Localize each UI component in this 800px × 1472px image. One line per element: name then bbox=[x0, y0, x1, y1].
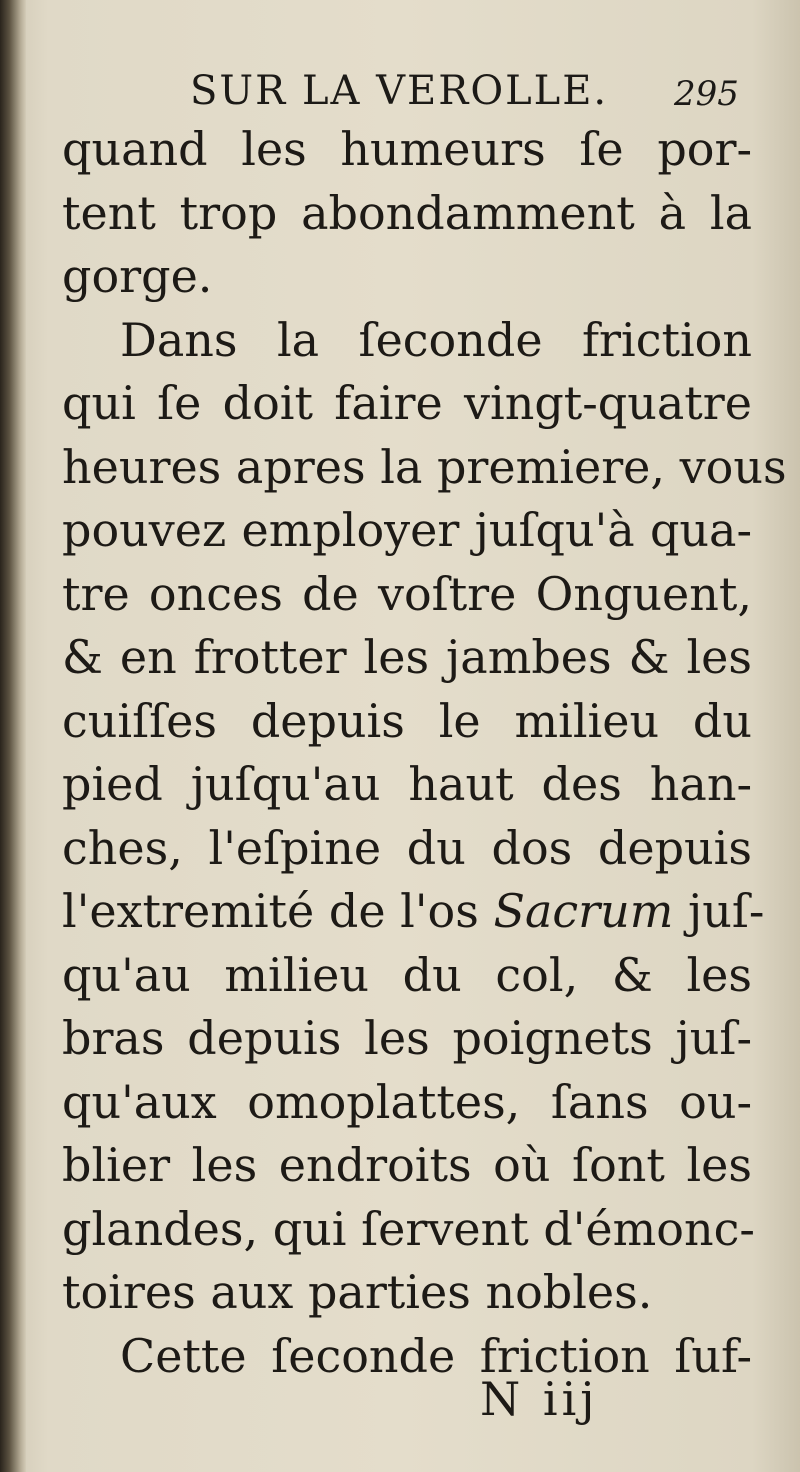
text-line: Dans la ſeconde friction bbox=[120, 312, 752, 367]
text-line: blier les endroits où ſont les bbox=[62, 1138, 752, 1192]
text-line: Cette ſeconde friction ſuf- bbox=[120, 1328, 752, 1383]
text-line: & en frotter les jambes & les bbox=[62, 630, 752, 684]
text-fragment: l'extremité de l'os bbox=[62, 884, 494, 938]
text-line: pouvez employer juſqu'à qua- bbox=[62, 503, 752, 557]
text-line: quand les humeurs ſe por- bbox=[62, 122, 752, 176]
text-line: qu'aux omoplattes, ſans ou- bbox=[62, 1074, 752, 1129]
text-line: toires aux parties nobles. bbox=[62, 1265, 653, 1319]
text-line: cuiſſes depuis le milieu du bbox=[62, 693, 752, 748]
text-line: ches, l'eſpine du dos depuis bbox=[62, 820, 752, 875]
text-line: tent trop abondamment à la bbox=[62, 185, 752, 240]
text-line: heures apres la premiere, vous bbox=[62, 439, 787, 494]
text-fragment: juſ- bbox=[673, 884, 765, 938]
text-line: glandes, qui ſervent d'émonc- bbox=[62, 1201, 755, 1256]
running-title: SUR LA VEROLLE. bbox=[190, 68, 609, 114]
text-line: qui ſe doit faire vingt-quatre bbox=[62, 376, 752, 430]
text-line: qu'au milieu du col, & les bbox=[62, 947, 752, 1002]
body-text bbox=[62, 118, 787, 1388]
signature-mark: N iij bbox=[480, 1372, 599, 1426]
text-line: gorge. bbox=[62, 249, 213, 303]
text-line: bras depuis les poignets juſ- bbox=[62, 1011, 752, 1065]
running-header bbox=[190, 68, 770, 118]
text-line: tre onces de voſtre Onguent, bbox=[62, 566, 752, 621]
page-number: 295 bbox=[674, 74, 739, 114]
book-spine-shadow bbox=[0, 0, 26, 1472]
text-line: pied juſqu'au haut des han- bbox=[62, 757, 752, 811]
text-line bbox=[62, 880, 765, 944]
italic-word: Sacrum bbox=[493, 884, 674, 938]
